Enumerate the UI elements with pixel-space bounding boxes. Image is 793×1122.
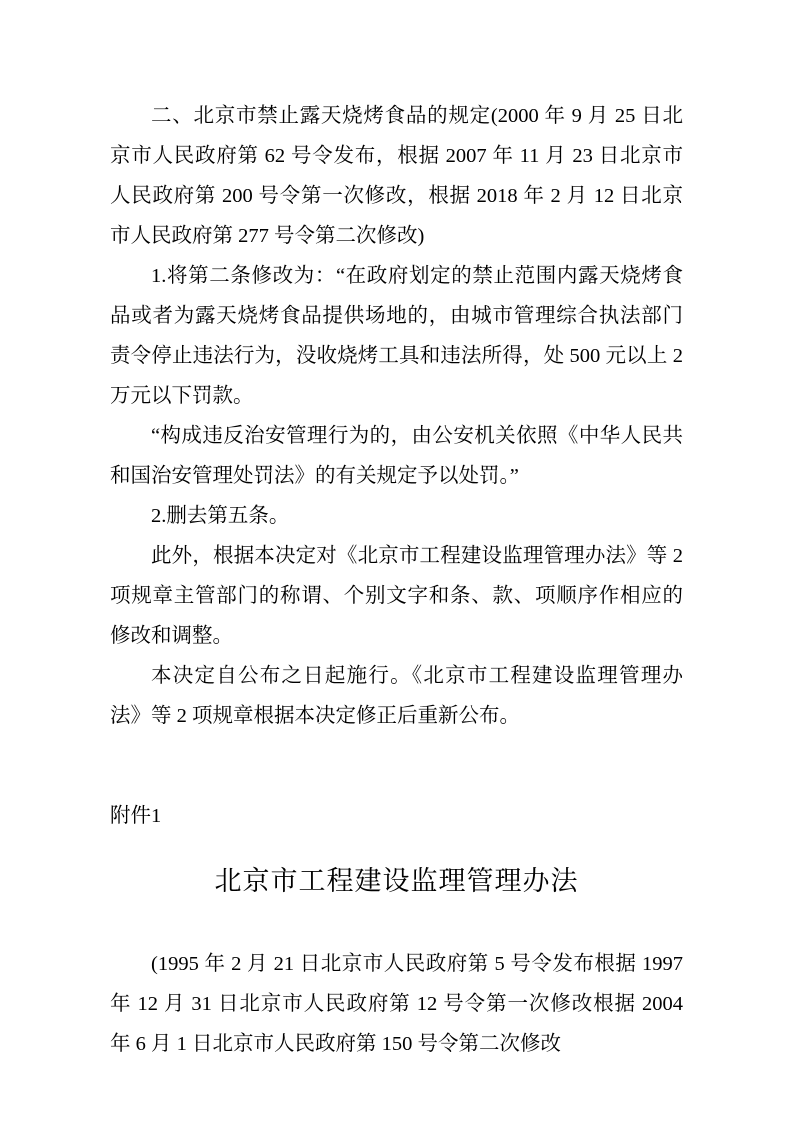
paragraph-amendment-1: 1.将第二条修改为：“在政府划定的禁止范围内露天烧烤食品或者为露天烧烤食品提供场地的，由城市管理综合执法部门责令停止违法行为，没收烧烤工具和违法所得，处 500 元以上 2 万元以下罚款。 bbox=[110, 265, 683, 407]
paragraph-promulgation: (1995 年 2 月 21 日北京市人民政府第 5 号令发布根据 1997 年 12 月 31 日北京市人民政府第 12 号令第一次修改根据 2004 年 6 月 1 日北京市人民政府第 150 号令第二次修改 bbox=[110, 953, 683, 1055]
attachment-title: 北京市工程建设监理管理办法 bbox=[214, 866, 579, 896]
paragraph-amendment-2: 2.删去第五条。 bbox=[151, 505, 290, 527]
title-spacer-top bbox=[110, 836, 683, 858]
paragraph-additional: 此外，根据本决定对《北京市工程建设监理管理办法》等 2 项规章主管部门的称谓、个别文字和条、款、项顺序作相应的修改和调整。 bbox=[110, 545, 683, 647]
paragraph-amendment-1-continued: “构成违反治安管理行为的，由公安机关依照《中华人民共和国治安管理处罚法》的有关规定予以处罚。” bbox=[110, 425, 683, 487]
paragraph-effective-date: 本决定自公布之日起施行。《北京市工程建设监理管理办法》等 2 项规章根据本决定修正后重新公布。 bbox=[110, 665, 683, 727]
document-body bbox=[110, 96, 683, 1064]
title-spacer-bottom bbox=[110, 904, 683, 944]
attachment-label: 附件1 bbox=[110, 805, 162, 827]
section-spacer bbox=[110, 736, 683, 796]
paragraph-item-two: 二、北京市禁止露天烧烤食品的规定(2000 年 9 月 25 日北京市人民政府第 62 号令发布，根据 2007 年 11 月 23 日北京市人民政府第 200 号令第一次修改，根据 2018 年 2 月 12 日北京市人民政府第 277 号令第二次修改) bbox=[110, 105, 683, 247]
